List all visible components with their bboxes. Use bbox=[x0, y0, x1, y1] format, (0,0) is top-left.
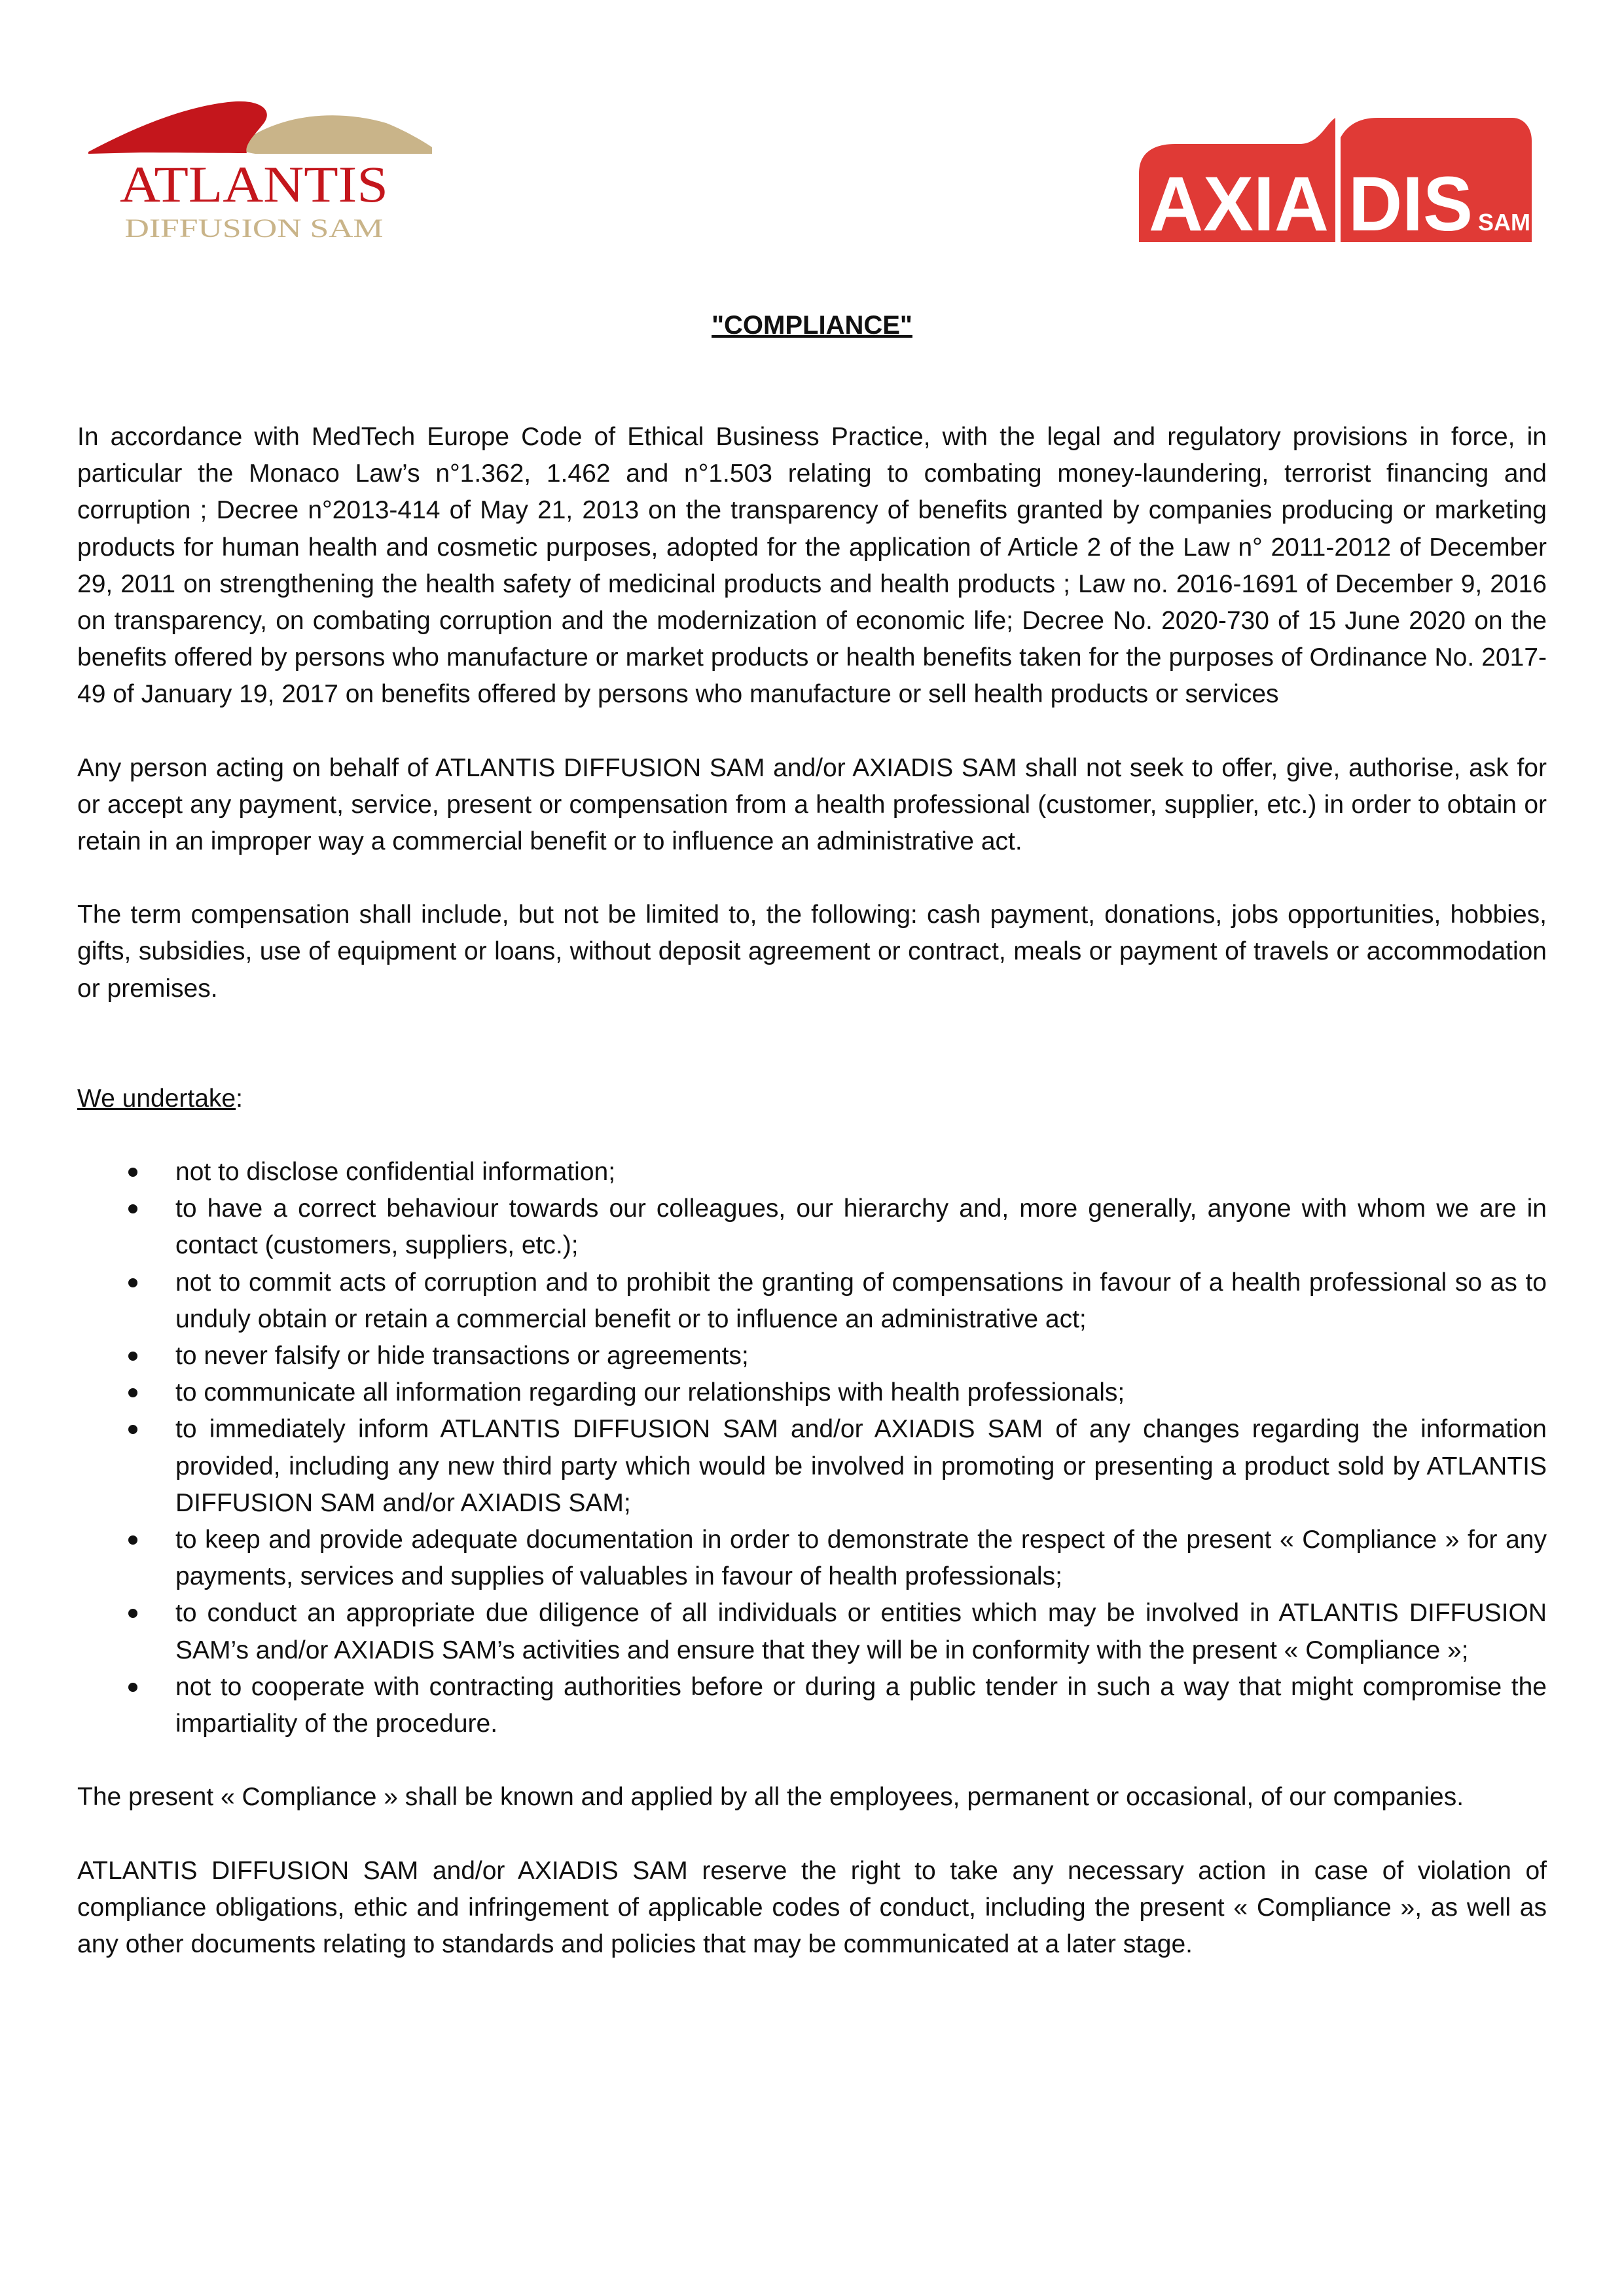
list-item bbox=[77, 1154, 1547, 1191]
bullet-icon bbox=[128, 1168, 137, 1177]
list-item-text: to communicate all information regarding our relationships with health professionals; bbox=[175, 1378, 1125, 1407]
list-item bbox=[77, 1265, 1547, 1338]
any-person-paragraph: Any person acting on behalf of ATLANTIS DIFFUSION SAM and/or AXIADIS SAM shall not seek to offer, give, authorise, ask for or accept any payment, service, present or compensation from a health professional (customer, supplier, etc.) in order to obtain or retain in an improper way a commercial benefit or to influence an administrative act. bbox=[77, 753, 1547, 856]
list-item bbox=[77, 1595, 1547, 1668]
list-item bbox=[77, 1522, 1547, 1595]
logo-wave-red-shape bbox=[88, 101, 267, 154]
atlantis-logo-wordmark: ATLANTIS bbox=[120, 156, 388, 213]
bullet-icon bbox=[128, 1425, 137, 1434]
bullet-icon bbox=[128, 1609, 137, 1618]
undertake-heading bbox=[77, 1081, 1547, 1117]
list-item-text: to never falsify or hide transactions or agreements; bbox=[175, 1342, 749, 1371]
list-item bbox=[77, 1191, 1547, 1264]
list-item bbox=[77, 1411, 1547, 1522]
axiadis-logo-part2: DIS bbox=[1348, 161, 1473, 242]
list-item bbox=[77, 1669, 1547, 1742]
list-item-text: to keep and provide adequate documentation in order to demonstrate the respect of the present « Compliance » for any payments, services and supplies of valuables in favour of health professionals; bbox=[175, 1526, 1547, 1591]
bullet-icon bbox=[128, 1388, 137, 1397]
list-item-text: to have a correct behaviour towards our colleagues, our hierarchy and, more generally, anyone with whom we are in contact (customers, suppliers, etc.); bbox=[175, 1194, 1547, 1260]
list-item-text: to immediately inform ATLANTIS DIFFUSION SAM and/or AXIADIS SAM of any changes regarding the information provided, including any new third party which would be involved in promoting or presenting a product sold by ATLANTIS DIFFUSION SAM and/or AXIADIS SAM; bbox=[175, 1415, 1547, 1517]
axiadis-logo bbox=[1139, 118, 1532, 242]
document-title: "COMPLIANCE" bbox=[712, 311, 912, 340]
axiadis-logo-suffix: SAM bbox=[1478, 209, 1530, 236]
intro-paragraph: In accordance with MedTech Europe Code of Ethical Business Practice, with the legal and regulatory provisions in force, in particular the Monaco Law’s n°1.362, 1.462 and n°1.503 relating to combating money-laundering, terrorist financing and corruption ; Decree n°2013-414 of May 21, 2013 on the transparency of benefits granted by companies producing or marketing products for human health and cosmetic purposes, adopted for the application of Article 2 of the Law n° 2011-2012 of December 29, 2011 on strengthening the health safety of medicinal products and health products ; Law no. 2016-1691 of December 9, 2016 on transparency, on combating corruption and the modernization of economic life; Decree No. 2020-730 of 15 June 2020 on the benefits offered by persons who manufacture or market products or health benefits taken for the purposes of Ordinance No. 2017-49 of January 19, 2017 on benefits offered by persons who manufacture or sell health products or services bbox=[77, 423, 1547, 709]
list-item bbox=[77, 1338, 1547, 1374]
bullet-icon bbox=[128, 1204, 137, 1213]
list-item bbox=[77, 1374, 1547, 1411]
list-item-text: to conduct an appropriate due diligence of all individuals or entities which may be involved in ATLANTIS DIFFUSION SAM’s and/or AXIADIS SAM’s activities and ensure that they will be in conformity with the present « Compliance »; bbox=[175, 1599, 1547, 1664]
list-item-text: not to cooperate with contracting authorities before or during a public tender in such a way that might compromise the impartiality of the procedure. bbox=[175, 1672, 1547, 1738]
known-applied-paragraph: The present « Compliance » shall be known and applied by all the employees, permanent or occasional, of our companies. bbox=[77, 1783, 1464, 1812]
compensation-definition-paragraph: The term compensation shall include, but not be limited to, the following: cash payment, donations, jobs opportunities, hobbies, gifts, subsidies, use of equipment or loans, without deposit agreement or contract, meals or payment of travels or accommodation or premises. bbox=[77, 901, 1547, 1003]
bullet-icon bbox=[128, 1535, 137, 1545]
commitments-list bbox=[77, 1154, 1547, 1742]
atlantis-diffusion-logo bbox=[75, 85, 432, 249]
list-item-text: not to commit acts of corruption and to prohibit the granting of compensations in favour of a health professional so as to unduly obtain or retain a commercial benefit or to influence an administrative act; bbox=[175, 1268, 1547, 1333]
reserve-right-paragraph: ATLANTIS DIFFUSION SAM and/or AXIADIS SAM reserve the right to take any necessary action in case of violation of compliance obligations, ethic and infringement of applicable codes of conduct, including the present « Compliance », as well as any other documents relating to standards and policies that may be communicated at a later stage. bbox=[77, 1856, 1547, 1958]
document-body bbox=[77, 419, 1547, 2000]
undertake-colon: : bbox=[236, 1084, 243, 1113]
axiadis-logo-part1: AXIA bbox=[1149, 161, 1329, 242]
bullet-icon bbox=[128, 1352, 137, 1361]
atlantis-logo-subtitle: DIFFUSION SAM bbox=[124, 213, 384, 243]
undertake-label: We undertake bbox=[77, 1084, 236, 1113]
bullet-icon bbox=[128, 1278, 137, 1287]
list-item-text: not to disclose confidential information; bbox=[175, 1158, 616, 1187]
bullet-icon bbox=[128, 1683, 137, 1692]
